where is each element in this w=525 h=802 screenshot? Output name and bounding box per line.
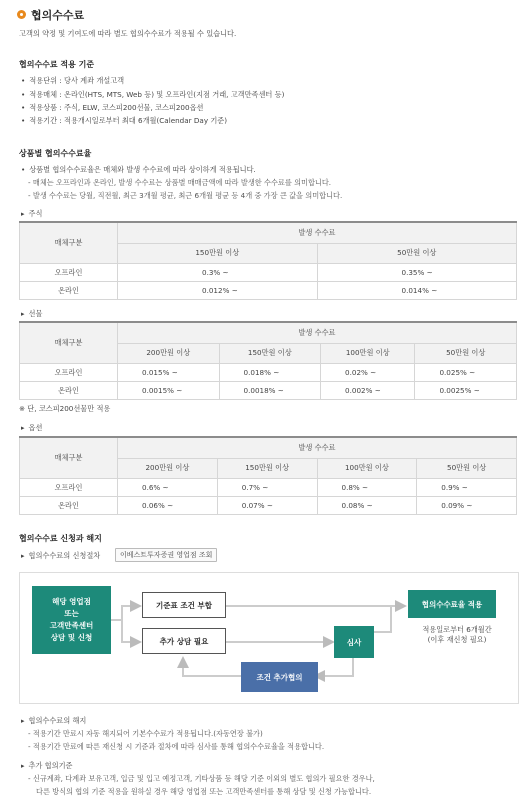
- criteria-item: • 적용매체 : 온라인(HTS, MTS, Web 등) 및 오프라인(지점 거래, 고객만족센터 등): [21, 90, 284, 100]
- table-row: [20, 497, 517, 515]
- options-rate: 0.7% ~: [217, 479, 317, 497]
- futures-col-fee: 발생 수수료: [118, 322, 517, 343]
- options-table: [19, 436, 517, 515]
- stock-rate: 0.012% ~: [118, 282, 318, 300]
- stock-rate: 0.35% ~: [317, 264, 517, 282]
- options-media: 온라인: [20, 497, 118, 515]
- flow-start-line: 고객만족센터: [49, 621, 94, 630]
- criteria-item: • 적용기간 : 적용개시일로부터 최대 6개월(Calendar Day 기준): [21, 116, 227, 126]
- stock-rate: 0.3% ~: [118, 264, 318, 282]
- futures-tier: 200만원 이상: [118, 343, 220, 363]
- futures-rate: 0.018% ~: [219, 364, 321, 382]
- page-title: 협의수수료: [31, 9, 85, 22]
- stock-label: ▸ 주식: [21, 209, 42, 219]
- futures-tier: 100만원 이상: [321, 343, 415, 363]
- futures-rate: 0.015% ~: [118, 364, 220, 382]
- procedure-label: ▸ 협의수수료의 신청절차: [21, 551, 100, 561]
- flow-apply-box: 협의수수료율 적용: [408, 590, 496, 618]
- futures-tier: 50만원 이상: [415, 343, 517, 363]
- options-rate: 0.07% ~: [217, 497, 317, 515]
- flow-apply-note: [416, 625, 498, 645]
- options-label: ▸ 옵션: [21, 423, 42, 433]
- futures-rate: 0.02% ~: [321, 364, 415, 382]
- flow-consult-box: 추가 상담 필요: [142, 628, 226, 654]
- page-intro: 고객의 약정 및 기여도에 따라 별도 협의수수료가 적용될 수 있습니다.: [19, 29, 237, 38]
- stock-tier: 50만원 이상: [317, 243, 517, 263]
- criteria-heading: 협의수수료 적용 기준: [19, 60, 95, 69]
- additional-item: - 신규계좌, 다계좌 보유고객, 입금 및 입고 예정고객, 기타상품 등 해당 기준 이외의 별도 협의가 필요한 경우나,: [28, 774, 375, 783]
- stock-tier: 150만원 이상: [118, 243, 318, 263]
- futures-rate: 0.0015% ~: [118, 382, 220, 400]
- table-row: [20, 479, 517, 497]
- flow-review-box: 심사: [334, 626, 374, 658]
- options-rate: 0.6% ~: [118, 479, 218, 497]
- stock-rate: 0.014% ~: [317, 282, 517, 300]
- futures-note: ※ 단, 코스피200선물만 적용: [19, 404, 111, 413]
- futures-rate: 0.0025% ~: [415, 382, 517, 400]
- product-note: - 발생 수수료는 당월, 직전월, 최근 3개월 평균, 최근 6개월 평균 등 4개 중 가장 큰 값을 의미합니다.: [28, 191, 343, 200]
- futures-media: 온라인: [20, 382, 118, 400]
- flow-start-box: [32, 586, 111, 654]
- options-rate: 0.06% ~: [118, 497, 218, 515]
- futures-tier: 150만원 이상: [219, 343, 321, 363]
- criteria-item: • 적용상품 : 주식, ELW, 코스피200선물, 코스피200옵션: [21, 103, 203, 113]
- cancel-label: ▸ 협의수수료의 해지: [21, 716, 86, 726]
- apply-heading: 협의수수료 신청과 해지: [19, 534, 102, 543]
- flow-meets-criteria-box: 기준표 조건 부합: [142, 592, 226, 618]
- options-col-fee: 발생 수수료: [118, 437, 517, 458]
- title-bullet-icon: [17, 10, 26, 19]
- table-row: [20, 264, 517, 282]
- stock-media: 온라인: [20, 282, 118, 300]
- options-rate: 0.9% ~: [417, 479, 517, 497]
- table-row: [20, 364, 517, 382]
- additional-item: 다른 방식의 협의 기준 적용을 원하실 경우 해당 영업점 또는 고객만족센터를 통해 상담 및 신청 가능합니다.: [36, 787, 372, 796]
- options-tier: 200만원 이상: [118, 458, 218, 478]
- futures-rate: 0.0018% ~: [219, 382, 321, 400]
- table-row: [20, 282, 517, 300]
- futures-rate: 0.002% ~: [321, 382, 415, 400]
- product-note: - 매체는 오프라인과 온라인, 발생 수수료는 상품별 매매금액에 따라 발생한 수수료를 의미합니다.: [28, 178, 332, 187]
- table-row: [20, 382, 517, 400]
- options-tier: 100만원 이상: [317, 458, 417, 478]
- additional-label: ▸ 추가 협의기준: [21, 761, 72, 771]
- options-rate: 0.8% ~: [317, 479, 417, 497]
- options-rate: 0.08% ~: [317, 497, 417, 515]
- stock-col-media: 매체구분: [20, 222, 118, 264]
- flow-start-line: 해당 영업점: [52, 597, 91, 606]
- flow-extra-consult-box: 조건 추가협의: [241, 662, 318, 692]
- flow-start-line: 또는: [64, 609, 79, 618]
- product-desc: • 상품별 협의수수료율은 매체와 발생 수수료에 따라 상이하게 적용됩니다.: [21, 165, 256, 175]
- futures-table: [19, 321, 517, 400]
- options-rate: 0.09% ~: [417, 497, 517, 515]
- flow-start-line: 상담 및 신청: [50, 633, 93, 642]
- stock-table: [19, 221, 517, 300]
- criteria-item: • 적용단위 : 당사 계좌 개설고객: [21, 76, 124, 86]
- options-col-media: 매체구분: [20, 437, 118, 479]
- options-tier: 150만원 이상: [217, 458, 317, 478]
- futures-rate: 0.025% ~: [415, 364, 517, 382]
- flow-apply-note-line: 적용일로부터 6개월간: [422, 625, 492, 634]
- stock-col-fee: 발생 수수료: [118, 222, 517, 243]
- options-media: 오프라인: [20, 479, 118, 497]
- futures-media: 오프라인: [20, 364, 118, 382]
- branch-search-button[interactable]: 이베스트투자증권 영업점 조회: [115, 548, 217, 562]
- cancel-item: - 적용기간 만료시 자동 해지되어 기본수수료가 적용됩니다.(자동연장 불가): [28, 729, 263, 738]
- cancel-item: - 적용기간 만료에 따른 재신청 시 기준과 절차에 따라 심사를 통해 협의수수료율을 적용합니다.: [28, 742, 325, 751]
- options-tier: 50만원 이상: [417, 458, 517, 478]
- stock-media: 오프라인: [20, 264, 118, 282]
- product-heading: 상품별 협의수수료율: [19, 149, 92, 158]
- futures-col-media: 매체구분: [20, 322, 118, 364]
- flow-apply-note-line: (이후 재신청 필요): [427, 635, 487, 644]
- futures-label: ▸ 선물: [21, 309, 42, 319]
